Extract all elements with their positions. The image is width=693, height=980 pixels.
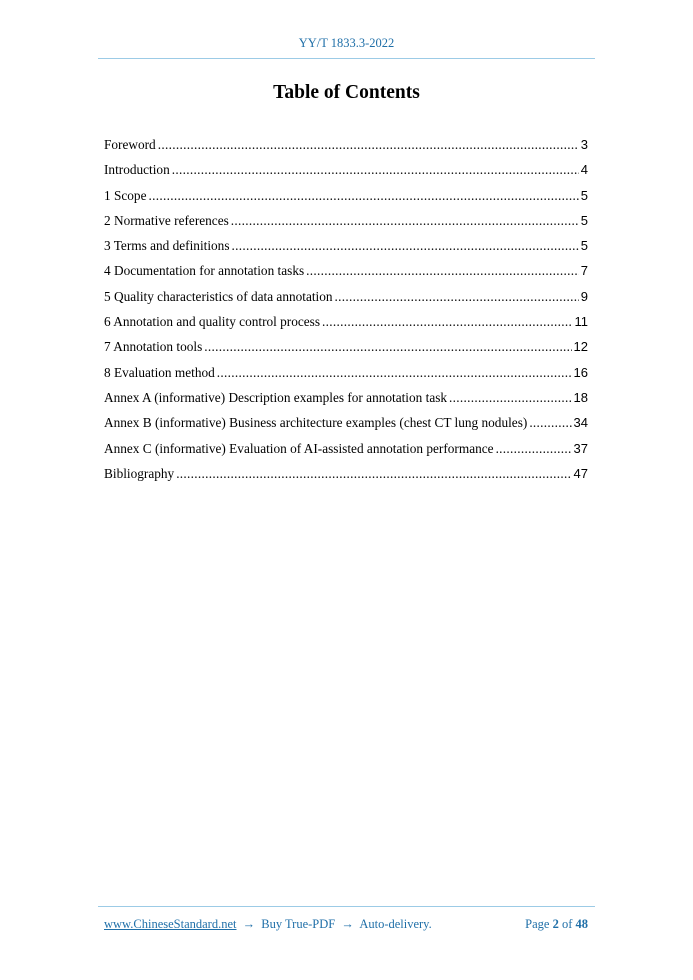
site-link[interactable]: www.ChineseStandard.net bbox=[104, 917, 237, 931]
toc-entry-page: 16 bbox=[573, 364, 588, 380]
toc-leader-dots bbox=[148, 188, 578, 204]
arrow-right-icon: → bbox=[341, 917, 354, 931]
toc-entry[interactable] bbox=[104, 162, 588, 187]
footer-divider bbox=[98, 906, 595, 907]
toc-leader-dots bbox=[204, 339, 571, 355]
page-header bbox=[0, 36, 693, 51]
toc-entry-page: 11 bbox=[574, 314, 588, 330]
toc-entry-page: 5 bbox=[580, 238, 588, 254]
buy-text: Buy True-PDF bbox=[261, 917, 336, 931]
toc-entry-label: Annex A (informative) Description examples for annotation task bbox=[104, 389, 448, 405]
toc-entry-label: 3 Terms and definitions bbox=[104, 238, 230, 254]
toc-entry-label: 4 Documentation for annotation tasks bbox=[104, 263, 305, 279]
toc-leader-dots bbox=[231, 213, 579, 229]
toc-leader-dots bbox=[449, 390, 571, 406]
page-total: 48 bbox=[575, 917, 588, 931]
toc-leader-dots bbox=[496, 441, 572, 457]
toc-entry-label: Introduction bbox=[104, 162, 170, 178]
header-divider bbox=[98, 58, 595, 59]
toc-leader-dots bbox=[322, 314, 572, 330]
toc-entry-page: 37 bbox=[573, 440, 588, 456]
toc-entry[interactable] bbox=[104, 466, 588, 491]
toc-entry-label: Foreword bbox=[104, 137, 156, 152]
toc-list bbox=[104, 137, 588, 491]
page-label: Page bbox=[525, 917, 550, 931]
toc-entry[interactable] bbox=[104, 314, 588, 339]
toc-entry-page: 3 bbox=[580, 137, 588, 152]
toc-entry-page: 12 bbox=[573, 339, 588, 355]
toc-entry-label: Annex C (informative) Evaluation of AI-assisted annotation performance bbox=[104, 440, 494, 456]
toc-entry-label: 1 Scope bbox=[104, 187, 147, 203]
page-current: 2 bbox=[552, 917, 559, 931]
toc-title: Table of Contents bbox=[273, 82, 420, 103]
toc-entry[interactable] bbox=[104, 441, 588, 466]
toc-entry[interactable] bbox=[104, 238, 588, 263]
toc-leader-dots bbox=[172, 162, 579, 178]
toc-entry[interactable] bbox=[104, 213, 588, 238]
toc-entry[interactable] bbox=[104, 188, 588, 213]
toc-entry-label: 2 Normative references bbox=[104, 212, 229, 228]
toc-entry-label: 5 Quality characteristics of data annotation bbox=[104, 288, 333, 304]
toc-entry[interactable] bbox=[104, 339, 588, 364]
toc-entry[interactable] bbox=[104, 365, 588, 390]
toc-entry-page: 34 bbox=[573, 415, 588, 431]
toc-leader-dots bbox=[158, 137, 579, 153]
toc-entry-page: 18 bbox=[573, 389, 588, 405]
toc-entry[interactable] bbox=[104, 289, 588, 314]
toc-entry[interactable] bbox=[104, 137, 588, 162]
page-indicator bbox=[525, 917, 588, 932]
toc-entry-page: 9 bbox=[580, 288, 588, 304]
page-footer bbox=[104, 917, 588, 932]
toc-entry-label: Annex B (informative) Business architecture examples (chest CT lung nodules) bbox=[104, 415, 528, 431]
toc-leader-dots bbox=[529, 415, 571, 431]
page-of: of bbox=[561, 917, 573, 931]
toc-entry-label: 6 Annotation and quality control process bbox=[104, 314, 321, 330]
toc-leader-dots bbox=[306, 263, 579, 279]
toc-leader-dots bbox=[335, 289, 579, 305]
toc-entry[interactable] bbox=[104, 390, 588, 415]
toc-entry-page: 7 bbox=[580, 263, 588, 279]
toc-entry-page: 5 bbox=[580, 212, 588, 228]
toc-entry-label: 7 Annotation tools bbox=[104, 339, 203, 355]
toc-entry-page: 5 bbox=[580, 187, 588, 203]
arrow-right-icon: → bbox=[242, 917, 256, 931]
delivery-text: Auto-delivery. bbox=[359, 917, 432, 931]
toc-leader-dots bbox=[217, 365, 572, 381]
footer-left bbox=[104, 917, 432, 932]
toc-entry-label: 8 Evaluation method bbox=[104, 364, 215, 380]
toc-entry[interactable] bbox=[104, 263, 588, 288]
toc-leader-dots bbox=[232, 238, 579, 254]
toc-entry-label: Bibliography bbox=[104, 465, 175, 481]
toc-entry-page: 47 bbox=[573, 465, 588, 481]
toc-entry-page: 4 bbox=[580, 162, 588, 178]
standard-id: YY/T 1833.3-2022 bbox=[298, 36, 395, 50]
toc-leader-dots bbox=[176, 466, 571, 482]
toc-entry[interactable] bbox=[104, 415, 588, 440]
